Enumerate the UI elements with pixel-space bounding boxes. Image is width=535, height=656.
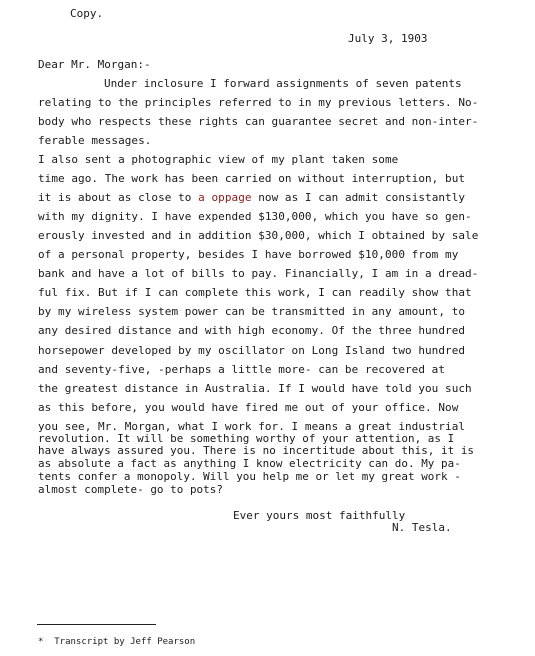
- body-line: body who respects these rights can guarantee secret and non-inter-: [38, 115, 479, 128]
- body-line: any desired distance and with high economy. Of the three hundred: [38, 324, 466, 337]
- body-line: with my dignity. I have expended $130,000, which you have so gen-: [38, 210, 472, 223]
- signature: N. Tesla.: [392, 521, 452, 534]
- body-line: ful fix. But if I can complete this work, I can readily show that: [38, 286, 472, 299]
- body-line: tents confer a monopoly. Will you help me or let my great work -: [38, 470, 461, 483]
- body-line: ferable messages.: [38, 134, 152, 147]
- body-line: horsepower developed by my oscillator on Long Island two hundred: [38, 344, 466, 357]
- body-line: as this before, you would have fired me out of your office. Now: [38, 401, 459, 414]
- oppage-after: now as I can admit consistantly: [251, 191, 466, 204]
- body-line: relating to the principles referred to in my previous letters. No-: [38, 96, 479, 109]
- body-line: revolution. It will be something worthy of your attention, as I: [38, 432, 455, 445]
- body-line: have always assured you. There is no incertitude about this, it is: [38, 444, 475, 457]
- body-line: I also sent a photographic view of my plant taken some: [38, 153, 399, 166]
- closing: Ever yours most faithfully: [233, 509, 406, 522]
- body-line-oppage: [38, 191, 465, 204]
- body-line: as absolute a fact as anything I know electricity can do. My pa-: [38, 457, 461, 470]
- oppage-before: it is about as close to: [38, 191, 199, 204]
- salutation: Dear Mr. Morgan:-: [38, 58, 151, 71]
- body-line: and seventy-five, -perhaps a little more- can be recovered at: [38, 363, 446, 376]
- oppage-highlight: a oppage: [198, 191, 252, 204]
- footnote-divider: [37, 624, 156, 625]
- body-line: erously invested and in addition $30,000, which I obtained by sale: [38, 229, 479, 242]
- body-line: the greatest distance in Australia. If I would have told you such: [38, 382, 472, 395]
- body-line: of a personal property, besides I have borrowed $10,000 from my: [38, 248, 459, 261]
- body-line: bank and have a lot of bills to pay. Financially, I am in a dread-: [38, 267, 479, 280]
- body-line: by my wireless system power can be transmitted in any amount, to: [38, 305, 466, 318]
- body-line: Under inclosure I forward assignments of seven patents: [104, 77, 462, 90]
- copy-label: Copy.: [70, 7, 104, 20]
- footnote: * Transcript by Jeff Pearson: [38, 637, 196, 647]
- letter-date: July 3, 1903: [348, 32, 428, 45]
- body-line: time ago. The work has been carried on without interruption, but: [38, 172, 466, 185]
- body-line: almost complete- go to pots?: [38, 483, 223, 496]
- body-line: you see, Mr. Morgan, what I work for. I means a great industrial: [38, 420, 466, 433]
